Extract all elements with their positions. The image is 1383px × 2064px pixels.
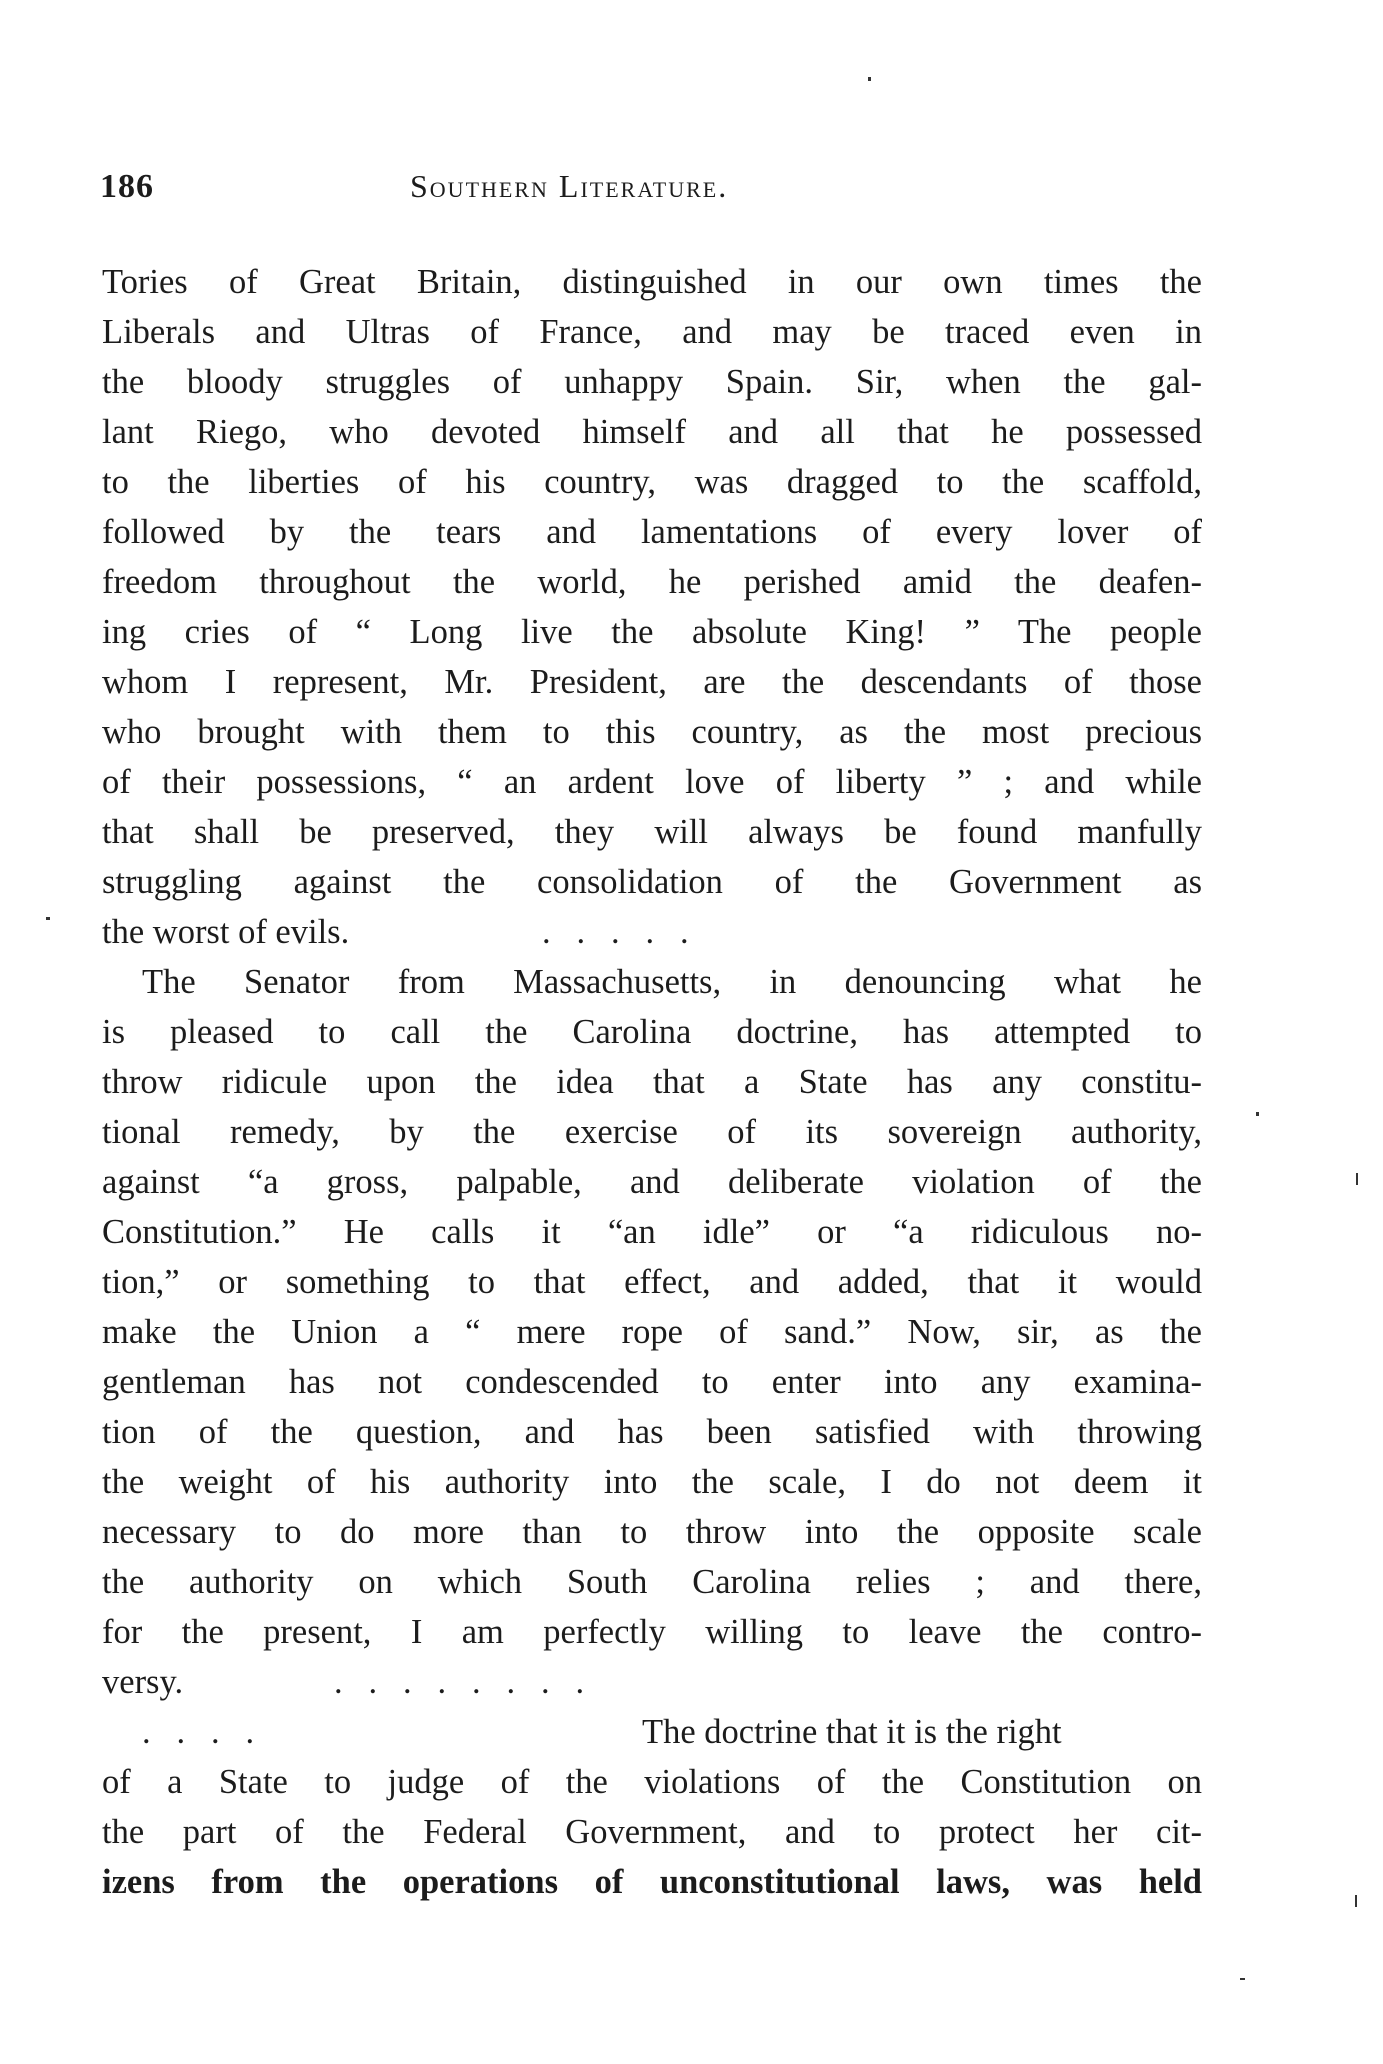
ellipsis: . . . . . . . .: [334, 1663, 585, 1701]
page-header: [100, 168, 1200, 228]
text-line: The Senator from Massachusetts, in denouncing what he: [142, 963, 1202, 1001]
text-line: struggling against the consolidation of the Government as: [102, 863, 1202, 901]
text-line: the part of the Federal Government, and to protect her cit-: [102, 1813, 1202, 1851]
text-line: izens from the operations of unconstitutional laws, was held: [102, 1863, 1202, 1901]
text-line: The doctrine that it is the right: [642, 1713, 1062, 1751]
text-line: whom I represent, Mr. President, are the descendants of those: [102, 663, 1202, 701]
text-line: freedom throughout the world, he perished amid the deafen-: [102, 563, 1202, 601]
ellipsis: . . . . .: [542, 913, 689, 951]
text-line: the bloody struggles of unhappy Spain. Sir, when the gal-: [102, 363, 1202, 401]
paragraph-end-line: [102, 907, 1202, 957]
scan-speck: [1355, 1895, 1357, 1907]
text-line: of their possessions, “ an ardent love of liberty ” ; and while: [102, 763, 1202, 801]
scan-speck: [868, 77, 871, 81]
text-line: the worst of evils.: [102, 913, 350, 951]
text-line: for the present, I am perfectly willing to leave the contro-: [102, 1613, 1202, 1651]
text-line: to the liberties of his country, was dragged to the scaffold,: [102, 463, 1202, 501]
text-line: of a State to judge of the violations of the Constitution on: [102, 1763, 1202, 1801]
ellipsis: . . . .: [142, 1713, 255, 1751]
text-line: ing cries of “ Long live the absolute King! ” The people: [102, 613, 1202, 651]
scan-speck: [1240, 1978, 1245, 1980]
text-line: that shall be preserved, they will always be found manfully: [102, 813, 1202, 851]
text-line: tion of the question, and has been satisfied with throwing: [102, 1413, 1202, 1451]
text-line: who brought with them to this country, as the most precious: [102, 713, 1202, 751]
text-line: make the Union a “ mere rope of sand.” Now, sir, as the: [102, 1313, 1202, 1351]
text-line: necessary to do more than to throw into the opposite scale: [102, 1513, 1202, 1551]
text-line: the weight of his authority into the scale, I do not deem it: [102, 1463, 1202, 1501]
text-line: Tories of Great Britain, distinguished in our own times the: [102, 263, 1202, 301]
text-line: tional remedy, by the exercise of its sovereign authority,: [102, 1113, 1202, 1151]
text-line: versy.: [102, 1663, 184, 1701]
text-line: is pleased to call the Carolina doctrine, has attempted to: [102, 1013, 1202, 1051]
page-number: 186: [100, 168, 154, 205]
paragraph-start-line: [102, 1707, 1202, 1757]
text-line: lant Riego, who devoted himself and all that he possessed: [102, 413, 1202, 451]
scan-speck: [1356, 1173, 1358, 1185]
text-line: throw ridicule upon the idea that a State has any constitu-: [102, 1063, 1202, 1101]
scan-speck: [1256, 1112, 1259, 1116]
text-line: against “a gross, palpable, and deliberate violation of the: [102, 1163, 1202, 1201]
text-line: gentleman has not condescended to enter into any examina-: [102, 1363, 1202, 1401]
scan-speck: [46, 917, 50, 920]
text-line: the authority on which South Carolina relies ; and there,: [102, 1563, 1202, 1601]
running-head: Southern Literature.: [410, 168, 729, 204]
text-line: Constitution.” He calls it “an idle” or “a ridiculous no-: [102, 1213, 1202, 1251]
text-line: Liberals and Ultras of France, and may be traced even in: [102, 313, 1202, 351]
body-text: [102, 257, 1202, 1907]
text-line: tion,” or something to that effect, and added, that it would: [102, 1263, 1202, 1301]
text-line: followed by the tears and lamentations of every lover of: [102, 513, 1202, 551]
paragraph-end-line: [102, 1657, 1202, 1707]
